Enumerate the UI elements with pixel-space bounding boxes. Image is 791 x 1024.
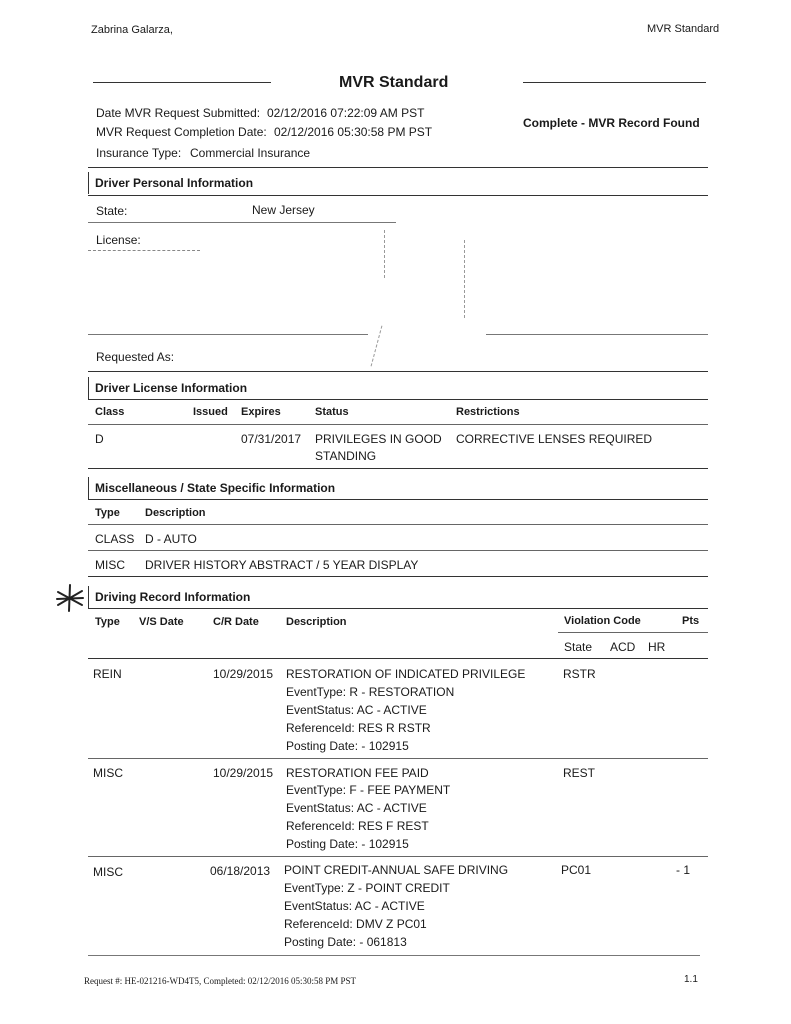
record-cr-date: 10/29/2015 xyxy=(213,667,274,681)
status-badge: Complete - MVR Record Found xyxy=(523,116,700,130)
license-status: PRIVILEGES IN GOOD xyxy=(315,432,442,446)
divider xyxy=(88,167,708,168)
col-header: Description xyxy=(286,616,347,628)
insurance-label: Insurance Type: xyxy=(96,146,182,160)
record-desc: RESTORATION OF INDICATED PRIVILEGE xyxy=(286,667,526,681)
scan-mark xyxy=(464,240,465,318)
footer-page-number: 1.1 xyxy=(684,974,698,985)
completion-label: MVR Request Completion Date: xyxy=(96,125,267,139)
completion-value: 02/12/2016 05:30:58 PM PST xyxy=(274,125,433,139)
section-bar-left xyxy=(88,586,89,608)
record-event-status: EventStatus: AC - ACTIVE xyxy=(286,801,427,815)
record-reference-id: ReferenceId: RES R RSTR xyxy=(286,721,431,735)
misc-type: CLASS xyxy=(95,532,135,546)
section-bar-left xyxy=(88,172,89,194)
section-license xyxy=(88,377,708,399)
record-type: MISC xyxy=(93,766,123,780)
record-violation-code: RSTR xyxy=(563,667,596,681)
record-posting-date: Posting Date: - 061813 xyxy=(284,935,407,949)
scan-mark xyxy=(371,326,383,367)
divider xyxy=(486,334,708,335)
submitted-label: Date MVR Request Submitted: xyxy=(96,106,261,120)
col-header: Class xyxy=(95,406,125,418)
divider xyxy=(88,334,368,335)
record-event-status: EventStatus: AC - ACTIVE xyxy=(284,899,425,913)
col-subheader: State xyxy=(564,640,593,654)
record-desc: RESTORATION FEE PAID xyxy=(286,766,429,780)
footer-request: Request #: HE-021216-WD4T5, Completed: 02/12/2016 05:30:58 PM PST xyxy=(84,976,356,986)
header-title: MVR Standard xyxy=(647,23,720,35)
state-value: New Jersey xyxy=(252,203,315,217)
record-posting-date: Posting Date: - 102915 xyxy=(286,739,409,753)
page-title: MVR Standard xyxy=(339,74,449,91)
state-label: State: xyxy=(96,204,128,218)
scan-mark xyxy=(384,230,385,278)
divider xyxy=(88,424,708,425)
divider xyxy=(88,499,708,500)
insurance-value: Commercial Insurance xyxy=(190,146,311,160)
divider xyxy=(88,222,396,223)
divider xyxy=(88,250,200,251)
col-header: Issued xyxy=(193,406,228,418)
divider xyxy=(88,550,708,551)
col-header: Type xyxy=(95,507,120,519)
misc-type: MISC xyxy=(95,558,125,572)
misc-desc: DRIVER HISTORY ABSTRACT / 5 YEAR DISPLAY xyxy=(145,558,419,572)
section-personal xyxy=(88,172,708,194)
section-title: Miscellaneous / State Specific Information xyxy=(95,481,336,495)
record-points: - 1 xyxy=(676,863,691,877)
header-name: Zabrina Galarza, xyxy=(91,24,173,36)
title-rule-left xyxy=(93,82,271,83)
col-subheader: ACD xyxy=(610,640,636,654)
col-header: C/R Date xyxy=(213,616,259,628)
record-type: MISC xyxy=(93,865,123,879)
record-desc: POINT CREDIT-ANNUAL SAFE DRIVING xyxy=(284,863,509,877)
divider xyxy=(88,576,708,577)
divider xyxy=(88,658,708,659)
divider xyxy=(88,195,708,196)
col-header: Restrictions xyxy=(456,406,520,418)
misc-desc: D - AUTO xyxy=(145,532,197,546)
license-status-cont: STANDING xyxy=(315,449,377,463)
section-title: Driver License Information xyxy=(95,381,248,395)
record-cr-date: 06/18/2013 xyxy=(210,864,271,878)
section-driving xyxy=(88,586,708,608)
divider xyxy=(558,632,708,633)
record-violation-code: PC01 xyxy=(561,863,592,877)
record-event-type: EventType: Z - POINT CREDIT xyxy=(284,881,450,895)
divider xyxy=(88,524,708,525)
license-restrictions: CORRECTIVE LENSES REQUIRED xyxy=(456,432,653,446)
section-title: Driving Record Information xyxy=(95,590,251,604)
col-header: V/S Date xyxy=(139,616,184,628)
record-reference-id: ReferenceId: RES F REST xyxy=(286,819,429,833)
divider xyxy=(88,371,708,372)
record-cr-date: 10/29/2015 xyxy=(213,766,274,780)
divider xyxy=(88,758,708,759)
record-violation-code: REST xyxy=(563,766,596,780)
record-type: REIN xyxy=(93,667,122,681)
divider xyxy=(88,608,708,609)
col-header: Violation Code xyxy=(564,615,641,627)
record-event-status: EventStatus: AC - ACTIVE xyxy=(286,703,427,717)
license-label: License: xyxy=(96,233,141,247)
divider xyxy=(88,856,708,857)
record-event-type: EventType: F - FEE PAYMENT xyxy=(286,783,451,797)
license-expires: 07/31/2017 xyxy=(241,432,302,446)
section-bar-left xyxy=(88,477,89,499)
title-rule-right xyxy=(523,82,706,83)
section-bar-left xyxy=(88,377,89,399)
col-header: Description xyxy=(145,507,206,519)
col-header: Expires xyxy=(241,406,281,418)
record-posting-date: Posting Date: - 102915 xyxy=(286,837,409,851)
record-reference-id: ReferenceId: DMV Z PC01 xyxy=(284,917,427,931)
col-header: Type xyxy=(95,616,120,628)
divider xyxy=(88,955,700,956)
requested-as-label: Requested As: xyxy=(96,350,175,364)
submitted-value: 02/12/2016 07:22:09 AM PST xyxy=(267,106,425,120)
col-subheader: HR xyxy=(648,640,666,654)
divider xyxy=(88,468,708,469)
col-header: Status xyxy=(315,406,349,418)
divider xyxy=(88,399,708,400)
asterisk-mark-icon xyxy=(55,583,85,613)
section-title: Driver Personal Information xyxy=(95,176,254,190)
col-header: Pts xyxy=(682,615,700,627)
record-event-type: EventType: R - RESTORATION xyxy=(286,685,455,699)
license-class: D xyxy=(95,432,104,446)
section-misc xyxy=(88,477,708,499)
